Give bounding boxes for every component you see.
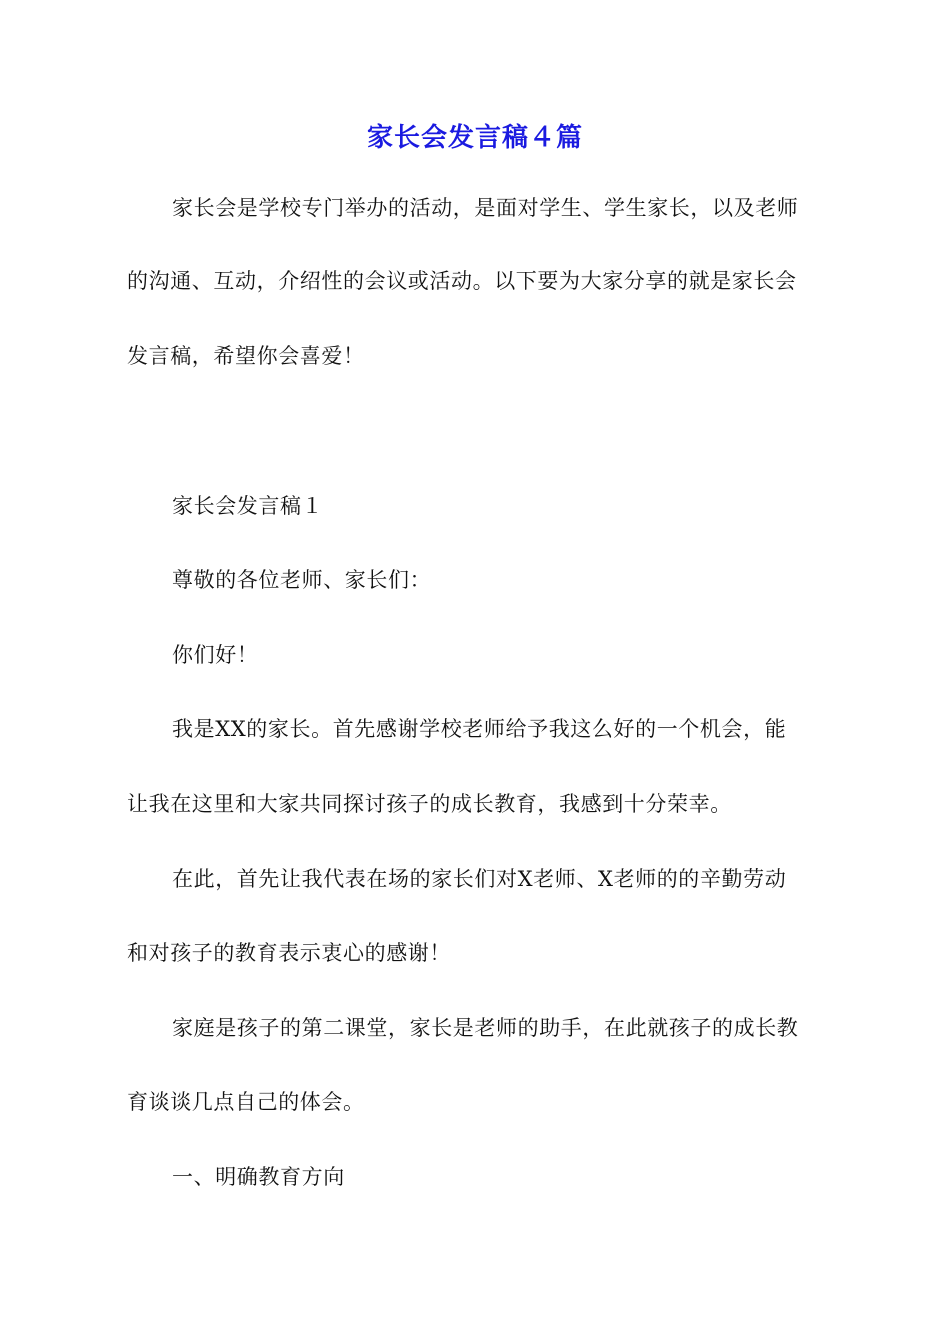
document-title: 家长会发言稿４篇 [366, 123, 583, 153]
paragraph-2-line-2: 和对孩子的教育表示衷心的感谢！ [127, 941, 451, 965]
heading-1: 一、明确教育方向 [172, 1165, 345, 1189]
paragraph-1-line-1: 我是XX的家长。首先感谢学校老师给予我这么好的一个机会，能 [172, 717, 787, 741]
paragraph-2-line-1: 在此，首先让我代表在场的家长们对X老师、X老师的的辛勤劳动 [172, 867, 787, 891]
intro-line-1: 家长会是学校专门举办的活动，是面对学生、学生家长，以及老师 [172, 196, 799, 220]
salutation: 尊敬的各位老师、家长们： [172, 568, 432, 592]
greeting: 你们好！ [172, 643, 259, 667]
paragraph-3-line-1: 家庭是孩子的第二课堂，家长是老师的助手，在此就孩子的成长教 [172, 1016, 799, 1040]
section-title: 家长会发言稿１ [172, 494, 324, 518]
intro-line-3: 发言稿，希望你会喜爱！ [127, 344, 365, 368]
paragraph-3-line-2: 育谈谈几点自己的体会。 [127, 1090, 365, 1114]
paragraph-1-line-2: 让我在这里和大家共同探讨孩子的成长教育，我感到十分荣幸。 [127, 792, 732, 816]
intro-line-2: 的沟通、互动，介绍性的会议或活动。以下要为大家分享的就是家长会 [127, 269, 797, 293]
